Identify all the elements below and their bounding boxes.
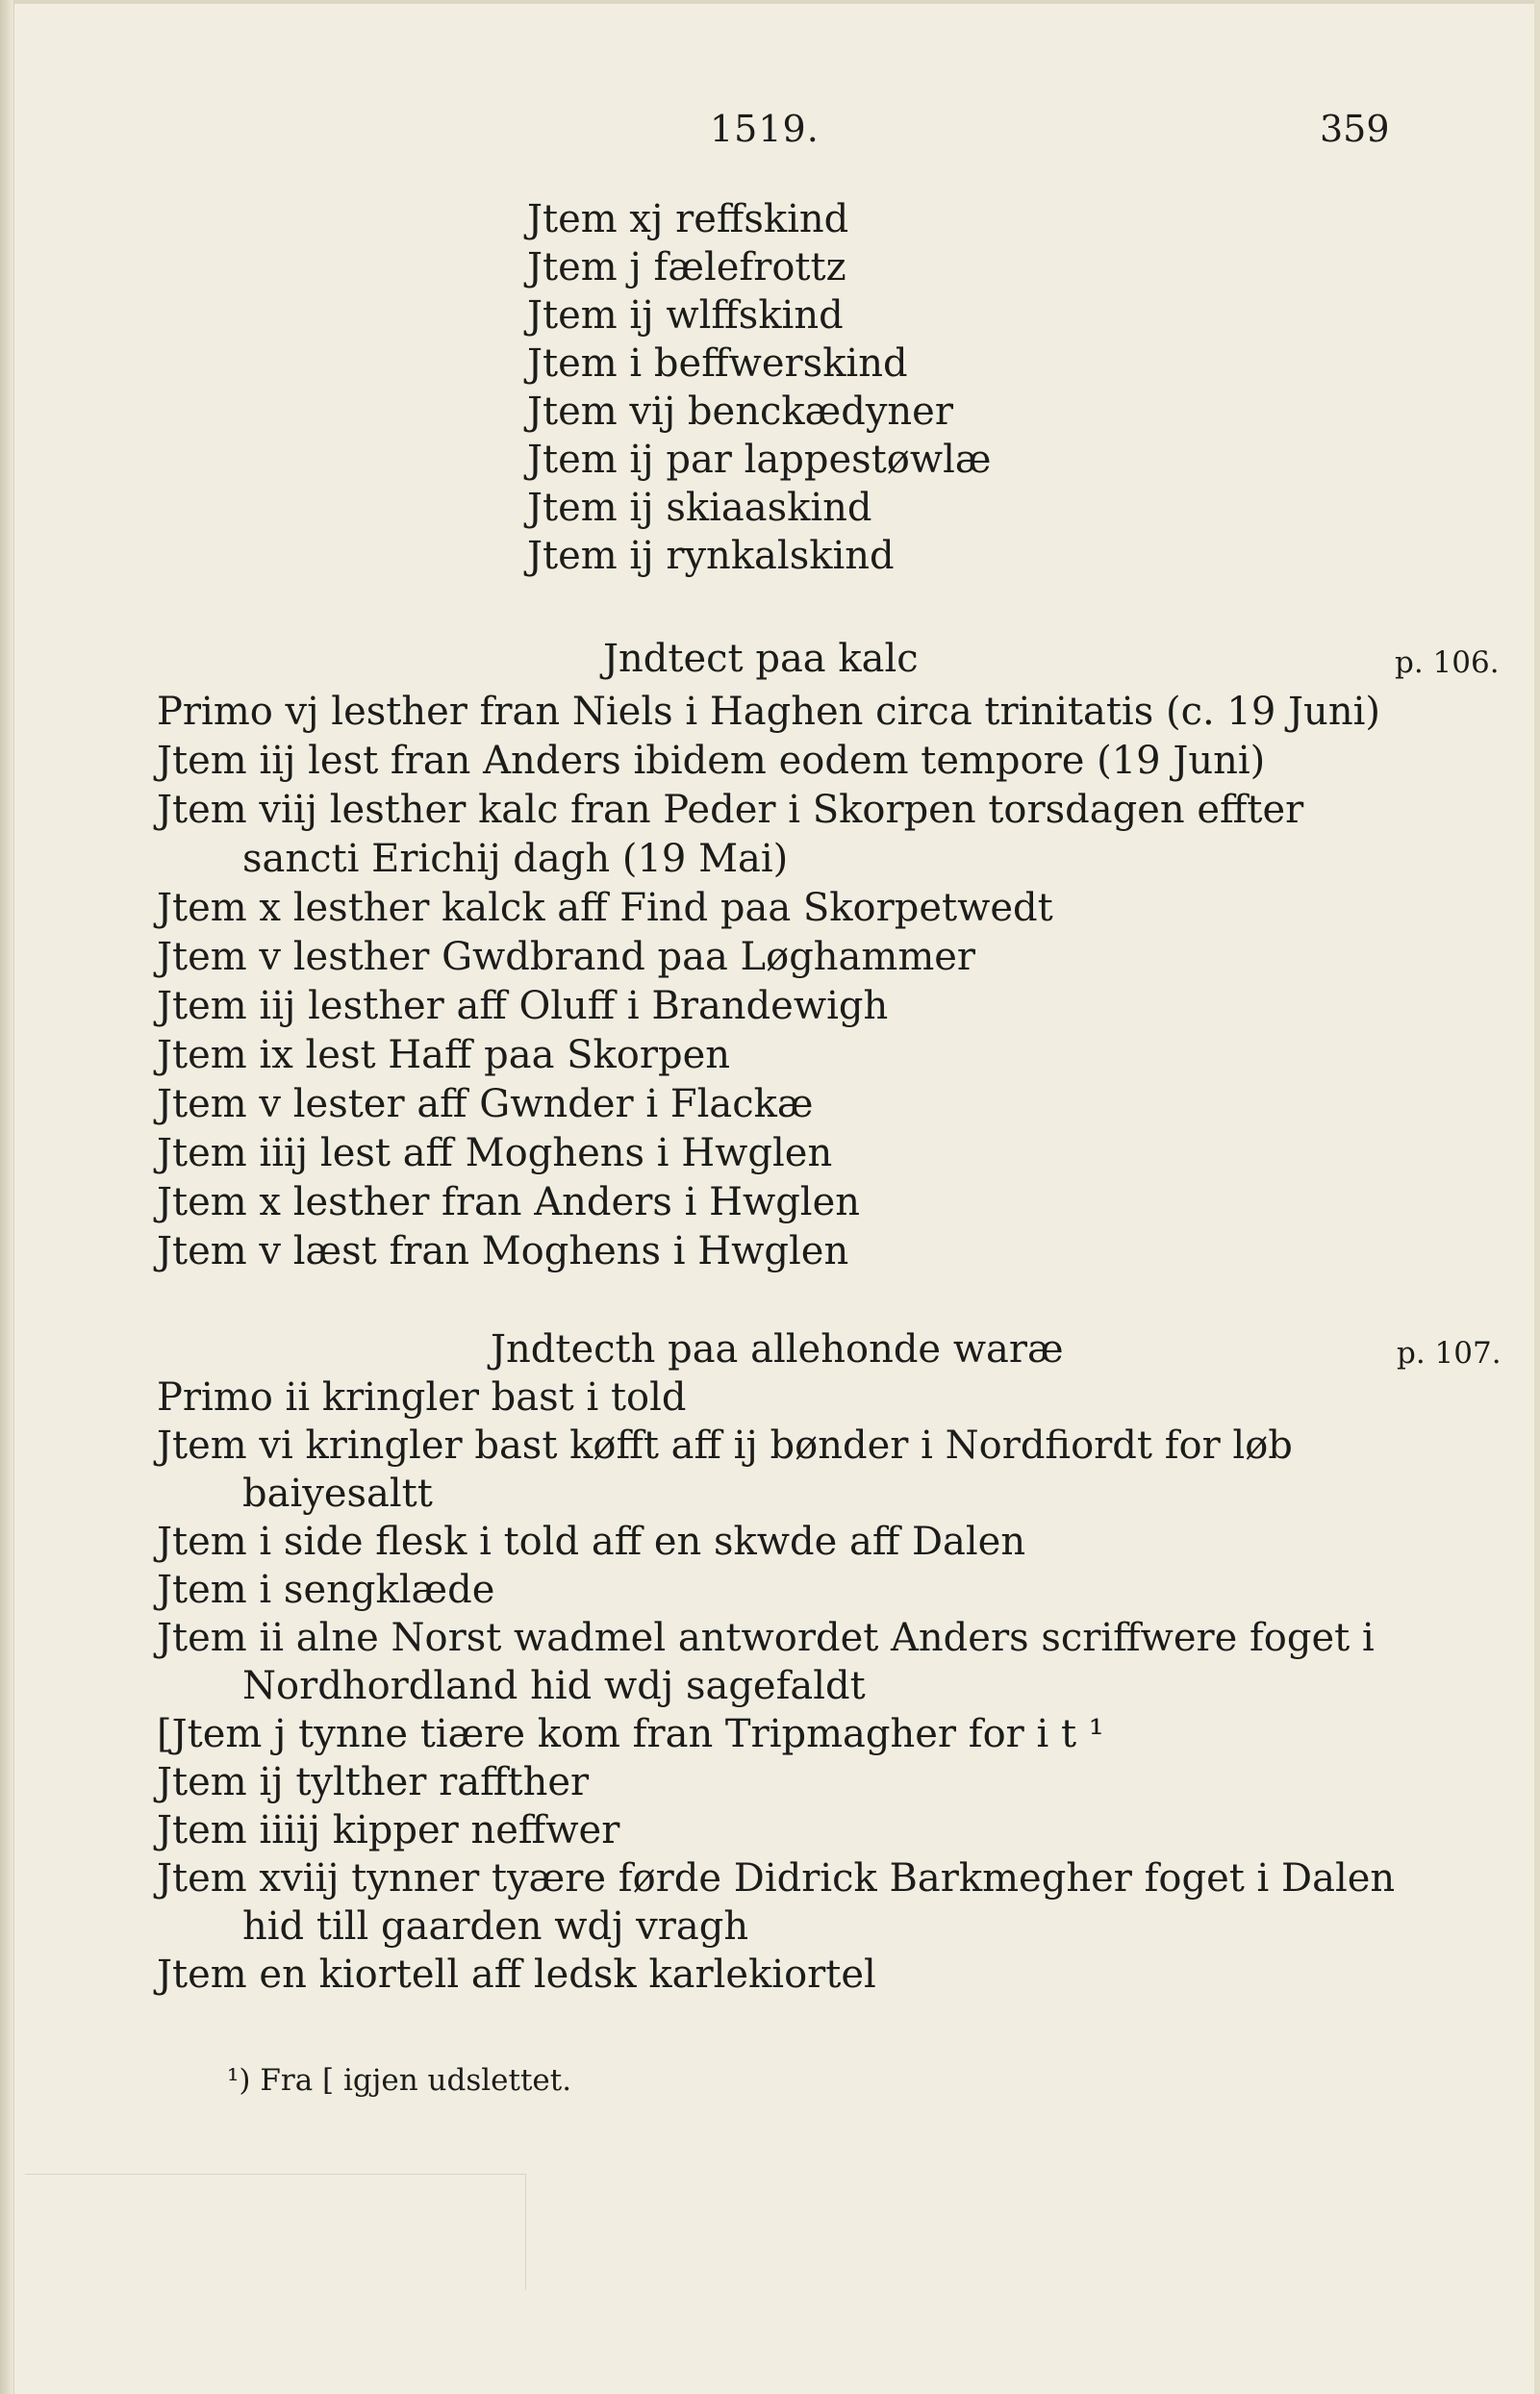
list-item: Jtem ij wlffskind <box>527 293 844 338</box>
entry-line: Jtem i sengklæde <box>157 1568 495 1612</box>
entry-line-continuation: sancti Erichij dagh (19 Mai) <box>242 837 789 881</box>
page-number: 359 <box>1320 108 1390 150</box>
entry-line: Jtem ix lest Haff paa Skorpen <box>157 1033 731 1077</box>
entry-line-continuation: Nordhordland hid wdj sagefaldt <box>242 1664 866 1708</box>
footnote: ¹) Fra [ igjen udslettet. <box>227 2063 572 2098</box>
margin-page-reference: p. 106. <box>1395 645 1500 680</box>
entry-line: Jtem vi kringler bast køfft aff ij bønder i Nordfiordt for løb <box>157 1424 1293 1468</box>
entry-line: Jtem iiij lest aff Moghens i Hwglen <box>157 1131 833 1175</box>
entry-line: Jtem iij lest fran Anders ibidem eodem tempore (19 Juni) <box>157 739 1266 783</box>
entry-line: Jtem viij lesther kalc fran Peder i Skorpen torsdagen effter <box>157 788 1304 832</box>
entry-line-continuation: hid till gaarden wdj vragh <box>242 1904 749 1949</box>
entry-line: [Jtem j tynne tiære kom fran Tripmagher for i t ¹ <box>157 1712 1104 1756</box>
entry-line: Jtem iij lesther aff Oluff i Brandewigh <box>157 984 889 1028</box>
entry-line: Jtem xviij tynner tyære førde Didrick Barkmegher foget i Dalen <box>157 1856 1396 1901</box>
entry-line: Jtem v lester aff Gwnder i Flackæ <box>157 1082 814 1126</box>
list-item: Jtem j fælefrottz <box>527 245 846 290</box>
faint-paper-mark <box>25 2174 526 2290</box>
margin-page-reference: p. 107. <box>1397 1336 1502 1371</box>
entry-line: Jtem x lesther kalck aff Find paa Skorpetwedt <box>157 886 1053 930</box>
entry-line: Primo vj lesther fran Niels i Haghen circa trinitatis (c. 19 Juni) <box>157 690 1380 734</box>
list-item: Jtem xj reffskind <box>527 197 849 241</box>
entry-line: Jtem ij tylther raffther <box>157 1760 590 1804</box>
entry-line: Jtem v læst fran Moghens i Hwglen <box>157 1229 849 1273</box>
list-item: Jtem i beffwerskind <box>527 341 908 386</box>
list-item: Jtem ij rynkalskind <box>527 534 895 578</box>
entry-line: Jtem en kiortell aff ledsk karlekiortel <box>157 1953 876 1997</box>
entry-line: Jtem v lesther Gwdbrand paa Løghammer <box>157 935 976 979</box>
entry-line: Jtem ii alne Norst wadmel antwordet Anders scriffwere foget i <box>157 1616 1375 1660</box>
list-item: Jtem ij skiaaskind <box>527 486 872 530</box>
page-top-edge <box>0 0 1540 4</box>
page-right-edge <box>1534 0 1540 2394</box>
entry-line: Primo ii kringler bast i told <box>157 1375 687 1420</box>
entry-line: Jtem iiiij kipper neffwer <box>157 1808 620 1852</box>
section-heading-kalc: Jndtect paa kalc <box>603 637 919 681</box>
section-heading-warae: Jndtecth paa allehonde waræ <box>491 1327 1064 1372</box>
running-header-year: 1519. <box>710 108 820 150</box>
list-item: Jtem vij benckædyner <box>527 390 953 434</box>
entry-line: Jtem x lesther fran Anders i Hwglen <box>157 1180 861 1224</box>
list-item: Jtem ij par lappestøwlæ <box>527 438 992 482</box>
entry-line-continuation: baiyesaltt <box>242 1472 433 1516</box>
entry-line: Jtem i side flesk i told aff en skwde aff Dalen <box>157 1520 1026 1564</box>
binding-edge <box>0 0 14 2394</box>
